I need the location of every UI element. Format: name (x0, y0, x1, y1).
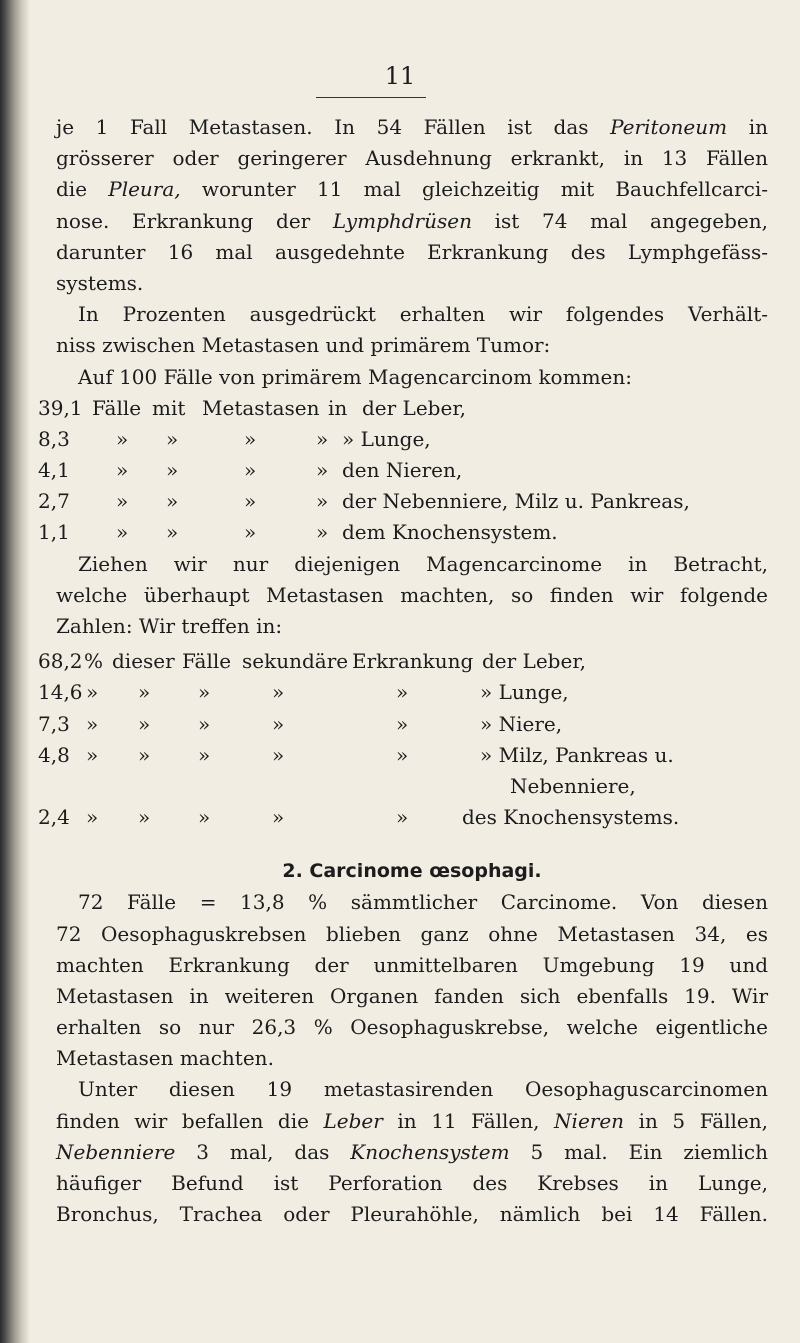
ditto-mark: » (316, 426, 329, 451)
list1-row (38, 486, 768, 517)
list2-row (38, 740, 768, 771)
ditto-mark: » (138, 680, 151, 705)
ditto-mark: » (116, 489, 129, 514)
ditto-mark: » (198, 805, 211, 830)
ditto-mark: » (86, 742, 99, 767)
ditto-mark: » (116, 426, 129, 451)
percent-value: 7,3 (38, 711, 70, 736)
text-run: in 11 Fällen, (382, 1108, 555, 1133)
list2-row (56, 771, 768, 802)
para1-line3 (56, 174, 768, 205)
list1-row (38, 424, 768, 455)
ditto-mark: » (166, 489, 179, 514)
list1-row (38, 517, 768, 548)
list2-row (38, 646, 768, 677)
para1-line6: systems. (56, 270, 144, 295)
list-word: Metastasen (202, 395, 320, 420)
percent-value: 14,6 (38, 680, 83, 705)
para5-line4: häufiger Befund ist Perforation des Krebses in Lunge, (56, 1171, 768, 1195)
organ-text: des Knochensystems. (462, 805, 680, 830)
organ-text: Nebenniere, (510, 773, 636, 798)
list-word: Fälle (92, 395, 142, 420)
ditto-mark: » (138, 742, 151, 767)
list2-row (38, 802, 768, 833)
percent-value: 39,1 (38, 395, 83, 420)
term-knochensystem: Knochensystem (350, 1139, 510, 1164)
ditto-mark: » (272, 680, 285, 705)
text-run: 5 mal. Ein ziemlich (509, 1139, 768, 1164)
percent-value: 1,1 (38, 520, 70, 545)
para4-line1: 72 Fälle = 13,8 % sämmtlicher Carcinome. Von diesen (78, 890, 768, 915)
para5-line1: Unter diesen 19 metastasirenden Oesophaguscarcinomen (78, 1077, 768, 1102)
para5-line3 (56, 1137, 768, 1168)
percent-value: 2,4 (38, 805, 70, 830)
percent-value: 8,3 (38, 426, 70, 451)
para5-line2 (56, 1106, 768, 1137)
text-run: die (56, 177, 109, 202)
para3-line3: Zahlen: Wir treffen in: (56, 614, 283, 638)
text-run: in 5 Fällen, (624, 1108, 769, 1133)
ditto-mark: » (86, 711, 99, 736)
ditto-mark: » (116, 458, 129, 483)
organ-text: der Nebenniere, Milz u. Pankreas, (342, 489, 690, 514)
para2-line1: In Prozenten ausgedrückt erhalten wir folgendes Verhält- (78, 302, 768, 327)
list-word: sekundäre (242, 649, 349, 674)
page-number: 11 (384, 62, 416, 90)
text-run: nose. Erkrankung der (56, 208, 333, 233)
ditto-mark: » (316, 489, 329, 514)
ditto-mark: » (166, 426, 179, 451)
ditto-mark: » (198, 742, 211, 767)
organ-text: » Niere, (480, 711, 563, 736)
ditto-mark: » (396, 805, 409, 830)
ditto-mark: » (396, 680, 409, 705)
term-nieren: Nieren (554, 1108, 625, 1133)
para1-line1 (56, 112, 768, 143)
list1-row (38, 393, 768, 424)
ditto-mark: » (86, 805, 99, 830)
header-rule (316, 97, 426, 98)
ditto-mark: » (272, 742, 285, 767)
ditto-mark: » (198, 680, 211, 705)
ditto-mark: » (396, 742, 409, 767)
list-word: in (328, 395, 348, 420)
ditto-mark: » (244, 520, 257, 545)
para4-line5: erhalten so nur 26,3 % Oesophaguskrebse, welche eigentliche (56, 1015, 768, 1040)
percent-value: 4,1 (38, 458, 70, 483)
organ-text: den Nieren, (342, 458, 463, 483)
book-binding-shadow (0, 0, 30, 1343)
ditto-mark: » (244, 458, 257, 483)
ditto-mark: » (244, 426, 257, 451)
term-pleura: Pleura, (108, 177, 181, 202)
ditto-mark: » (166, 458, 179, 483)
list2-row (38, 709, 768, 740)
list-word: mit (152, 395, 186, 420)
para4-line6: Metastasen machten. (56, 1046, 274, 1071)
text-run: worunter 11 mal gleichzeitig mit Bauchfellcarci- (180, 177, 768, 202)
ditto-mark: » (198, 711, 211, 736)
para1-line2: grösserer oder geringerer Ausdehnung erkrankt, in 13 Fällen (56, 146, 768, 171)
ditto-mark: » (316, 520, 329, 545)
ditto-mark: » (86, 680, 99, 705)
text-run: finden wir befallen die (56, 1108, 324, 1133)
para5-line5: Bronchus, Trachea oder Pleurahöhle, nämlich bei 14 Fällen. (56, 1202, 768, 1227)
list-word: Fälle (182, 649, 232, 674)
ditto-mark: » (272, 711, 285, 736)
term-leber: Leber (323, 1108, 383, 1133)
text-run: je 1 Fall Metastasen. In 54 Fällen ist das (56, 115, 611, 139)
ditto-mark: » (272, 805, 285, 830)
organ-text: » Lunge, (480, 680, 569, 705)
ditto-mark: » (316, 458, 329, 483)
organ-text: der Leber, (362, 395, 467, 420)
para4-line3: machten Erkrankung der unmittelbaren Umgebung 19 und (56, 952, 768, 977)
term-nebenniere: Nebenniere (56, 1139, 176, 1164)
para1-line4 (56, 206, 768, 237)
section-heading: 2. Carcinome œsophagi. (282, 860, 542, 883)
ditto-mark: » (138, 805, 151, 830)
ditto-mark: » (396, 711, 409, 736)
list-word: % (84, 649, 104, 674)
ditto-mark: » (116, 520, 129, 545)
list2-row (38, 677, 768, 708)
percent-value: 2,7 (38, 489, 70, 514)
page-body (38, 112, 769, 1230)
para3-line2: welche überhaupt Metastasen machten, so finden wir folgende (56, 582, 768, 607)
para3-line1: Ziehen wir nur diejenigen Magencarcinome in Betracht, (78, 551, 768, 576)
term-lymphdruesen: Lymphdrüsen (332, 208, 472, 233)
ditto-mark: » (138, 711, 151, 736)
term-peritoneum: Peritoneum (610, 115, 728, 139)
text-run: 3 mal, das (175, 1139, 351, 1164)
para4-line4: Metastasen in weiteren Organen fanden sich ebenfalls 19. Wir (56, 983, 768, 1008)
list1-row (38, 455, 768, 486)
ditto-mark: » (166, 520, 179, 545)
organ-text: der Leber, (482, 649, 587, 674)
organ-text: » Milz, Pankreas u. (480, 742, 674, 767)
para1-line5: darunter 16 mal ausgedehnte Erkrankung des Lymphgefäss- (56, 239, 768, 264)
text-run: ist 74 mal angegeben, (471, 208, 768, 233)
percent-value: 4,8 (38, 742, 70, 767)
organ-text: dem Knochensystem. (342, 520, 558, 545)
para2-line2: niss zwischen Metastasen und primärem Tumor: (56, 333, 551, 358)
list-word: Erkrankung (352, 649, 474, 674)
para2-line3: Auf 100 Fälle von primärem Magencarcinom kommen: (78, 364, 632, 389)
list-word: dieser (112, 649, 175, 674)
para4-line2: 72 Oesophaguskrebsen blieben ganz ohne Metastasen 34, es (56, 921, 768, 946)
ditto-mark: » (244, 489, 257, 514)
text-run: in (727, 115, 768, 139)
organ-text: » Lunge, (342, 426, 431, 451)
percent-value: 68,2 (38, 649, 83, 674)
